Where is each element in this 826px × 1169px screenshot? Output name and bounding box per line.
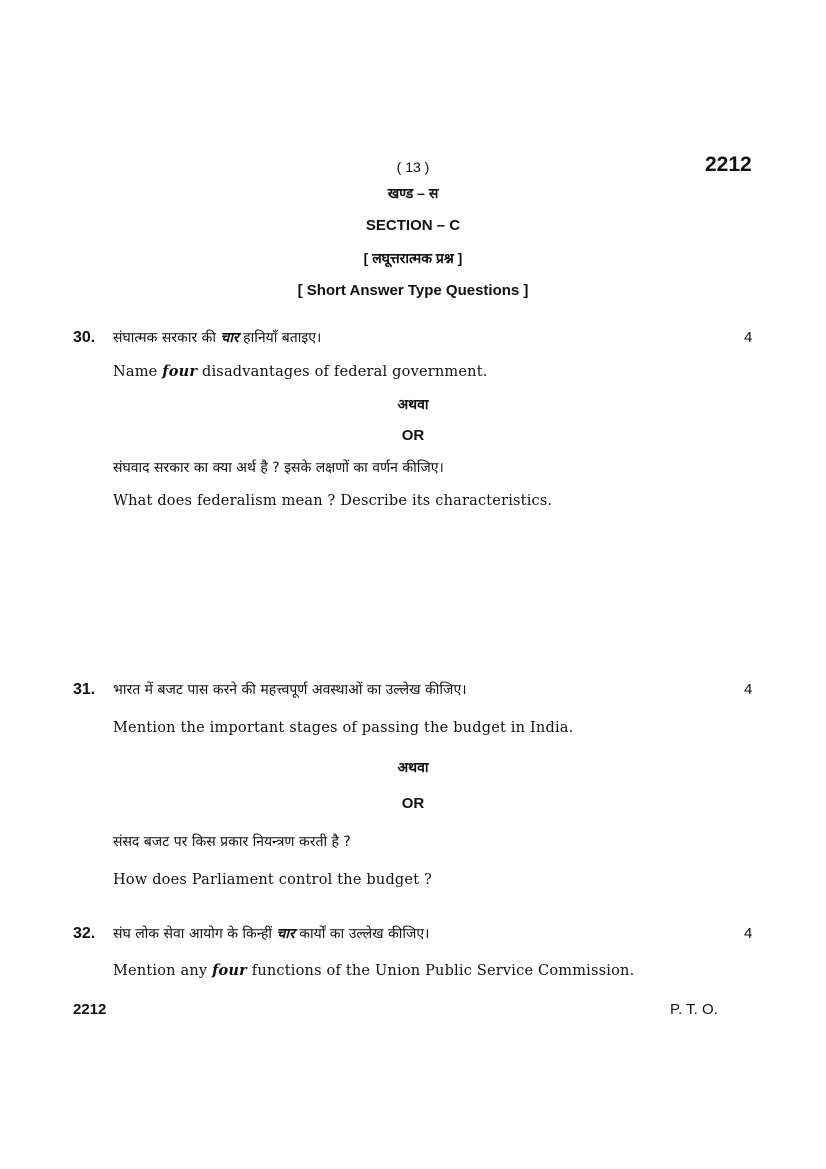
paper-code-header: 2212 <box>705 153 752 176</box>
emphasis: चार <box>276 926 295 942</box>
marks: 4 <box>744 329 753 346</box>
text: संघ लोक सेवा आयोग के किन्हीं <box>113 926 277 942</box>
text: Name <box>113 364 163 380</box>
text: Mention any <box>113 963 213 979</box>
marks: 4 <box>744 681 753 698</box>
alternative-hindi: संघवाद सरकार का क्या अर्थ है ? इसके लक्षणों का वर्णन कीजिए। <box>113 460 444 476</box>
question-english: Mention the important stages of passing the budget in India. <box>113 720 574 736</box>
alternative-english: How does Parliament control the budget ? <box>113 872 432 888</box>
alternative-english: What does federalism mean ? Describe its characteristics. <box>113 493 553 509</box>
emphasis: चार <box>220 330 239 346</box>
or-hindi: अथवा <box>397 759 429 775</box>
question-english <box>113 961 634 981</box>
emphasis: four <box>162 363 198 380</box>
paper-code-footer: 2212 <box>73 1001 107 1018</box>
question-hindi <box>113 924 429 944</box>
page-number: ( 13 ) <box>396 159 430 175</box>
text: हानियाँ बताइए। <box>238 330 322 346</box>
section-subtitle: [ Short Answer Type Questions ] <box>297 282 529 299</box>
emphasis: four <box>212 962 247 979</box>
marks: 4 <box>744 925 753 942</box>
section-hindi-subtitle: [ लघूत्तरात्मक प्रश्न ] <box>363 250 463 266</box>
question-number: 31. <box>73 681 96 698</box>
or-english: OR <box>401 427 425 444</box>
please-turn-over: P. T. O. <box>670 1001 718 1018</box>
question-english <box>113 362 488 382</box>
question-number: 32. <box>73 925 96 942</box>
question-hindi: भारत में बजट पास करने की महत्त्वपूर्ण अवस्थाओं का उल्लेख कीजिए। <box>113 682 467 698</box>
section-hindi-title: खण्ड – स <box>387 185 439 201</box>
text: disadvantages of federal government. <box>197 364 488 380</box>
question-number: 30. <box>73 329 96 346</box>
text: संघात्मक सरकार की <box>113 330 221 346</box>
alternative-hindi: संसद बजट पर किस प्रकार नियन्त्रण करती है ? <box>113 834 351 850</box>
or-english: OR <box>401 795 425 812</box>
section-title: SECTION – C <box>365 217 461 234</box>
text: कार्यों का उल्लेख कीजिए। <box>294 926 430 942</box>
text: functions of the Union Public Service Commission. <box>246 963 635 979</box>
or-hindi: अथवा <box>397 396 429 412</box>
question-hindi <box>113 328 321 348</box>
